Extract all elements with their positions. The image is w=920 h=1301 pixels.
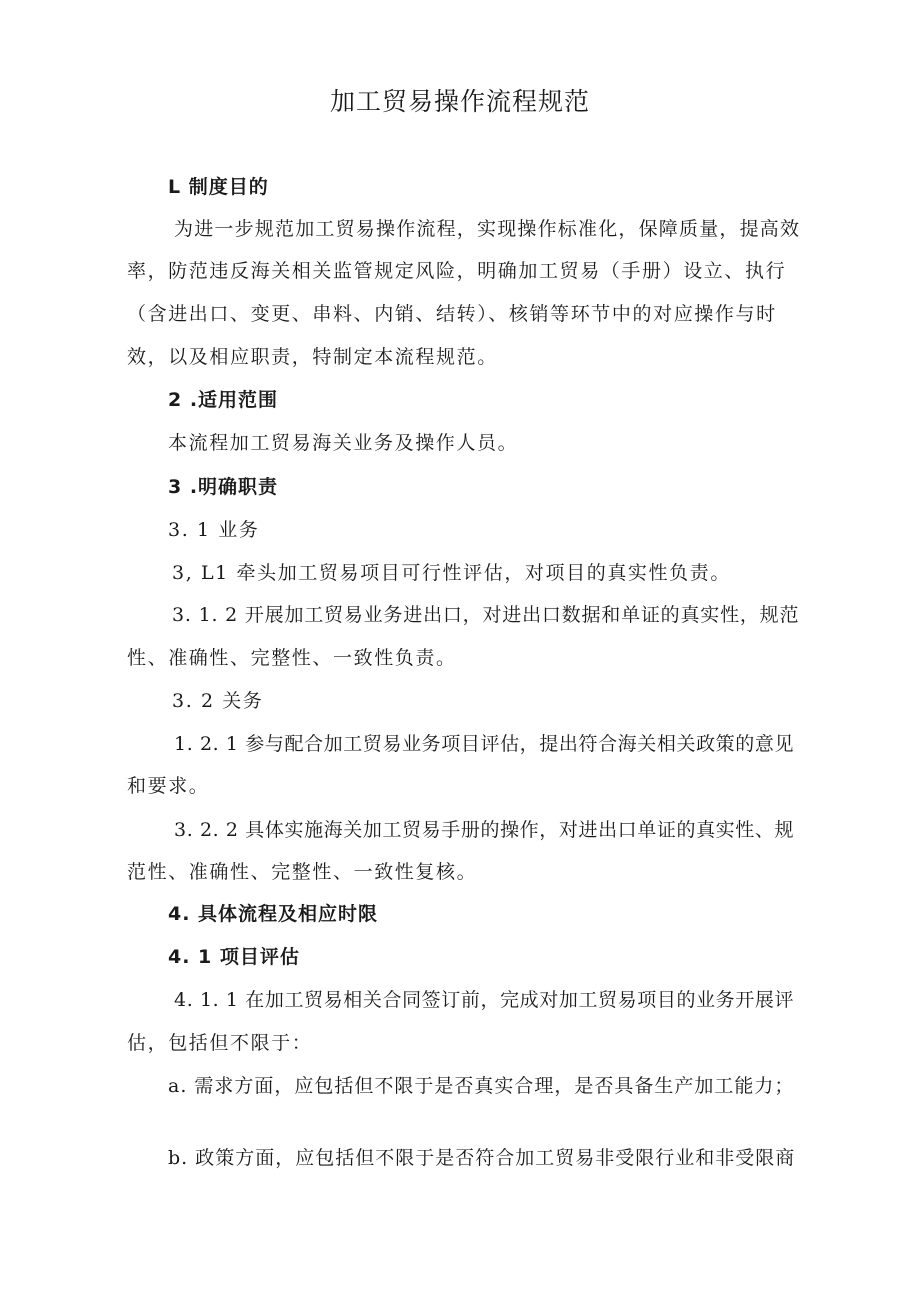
paragraph-line: 4. 1. 1 在加工贸易相关合同签订前，完成对加工贸易项目的业务开展评 xyxy=(174,989,795,1011)
paragraph-line: 估，包括但不限于： xyxy=(127,1032,313,1054)
section-heading-process: 4. 具体流程及相应时限 xyxy=(168,903,379,925)
paragraph-line: 范性、准确性、完整性、一致性复核。 xyxy=(127,861,478,883)
document-title: 加工贸易操作流程规范 xyxy=(329,87,590,116)
section-heading-purpose: L 制度目的 xyxy=(168,176,269,198)
paragraph-line: 和要求。 xyxy=(127,775,210,797)
paragraph-line: 1. 2. 1 参与配合加工贸易业务项目评估，提出符合海关相关政策的意见 xyxy=(174,733,795,755)
subsection-heading-business: 3. 1 业务 xyxy=(168,519,260,541)
paragraph-line: 3. 2. 2 具体实施海关加工贸易手册的操作，对进出口单证的真实性、规 xyxy=(174,819,795,841)
paragraph-line: 本流程加工贸易海关业务及操作人员。 xyxy=(168,432,519,454)
paragraph-line: （含进出口、变更、串料、内销、结转）、核销等环节中的对应操作与时 xyxy=(127,303,777,325)
subsection-heading-evaluation: 4. 1 项目评估 xyxy=(168,946,300,968)
paragraph-line: 效，以及相应职责，特制定本流程规范。 xyxy=(127,346,498,368)
paragraph-line: 为进一步规范加工贸易操作流程，实现操作标准化，保障质量，提高效 xyxy=(174,218,801,240)
list-item-policy: b. 政策方面，应包括但不限于是否符合加工贸易非受限行业和非受限商 xyxy=(168,1147,796,1169)
paragraph-line: 3. 1. 2 开展加工贸易业务进出口，对进出口数据和单证的真实性，规范 xyxy=(172,604,800,626)
subsection-heading-customs: 3. 2 关务 xyxy=(172,690,264,712)
paragraph-line: 3, L1 牵头加工贸易项目可行性评估，对项目的真实性负责。 xyxy=(172,562,731,584)
section-heading-duties: 3 .明确职责 xyxy=(168,476,279,498)
paragraph-line: 率，防范违反海关相关监管规定风险，明确加工贸易（手册）设立、执行 xyxy=(127,260,787,282)
paragraph-line: 性、准确性、完整性、一致性负责。 xyxy=(127,647,457,669)
list-item-demand: a. 需求方面，应包括但不限于是否真实合理，是否具备生产加工能力； xyxy=(168,1075,795,1097)
section-heading-scope: 2 .适用范围 xyxy=(168,389,279,411)
